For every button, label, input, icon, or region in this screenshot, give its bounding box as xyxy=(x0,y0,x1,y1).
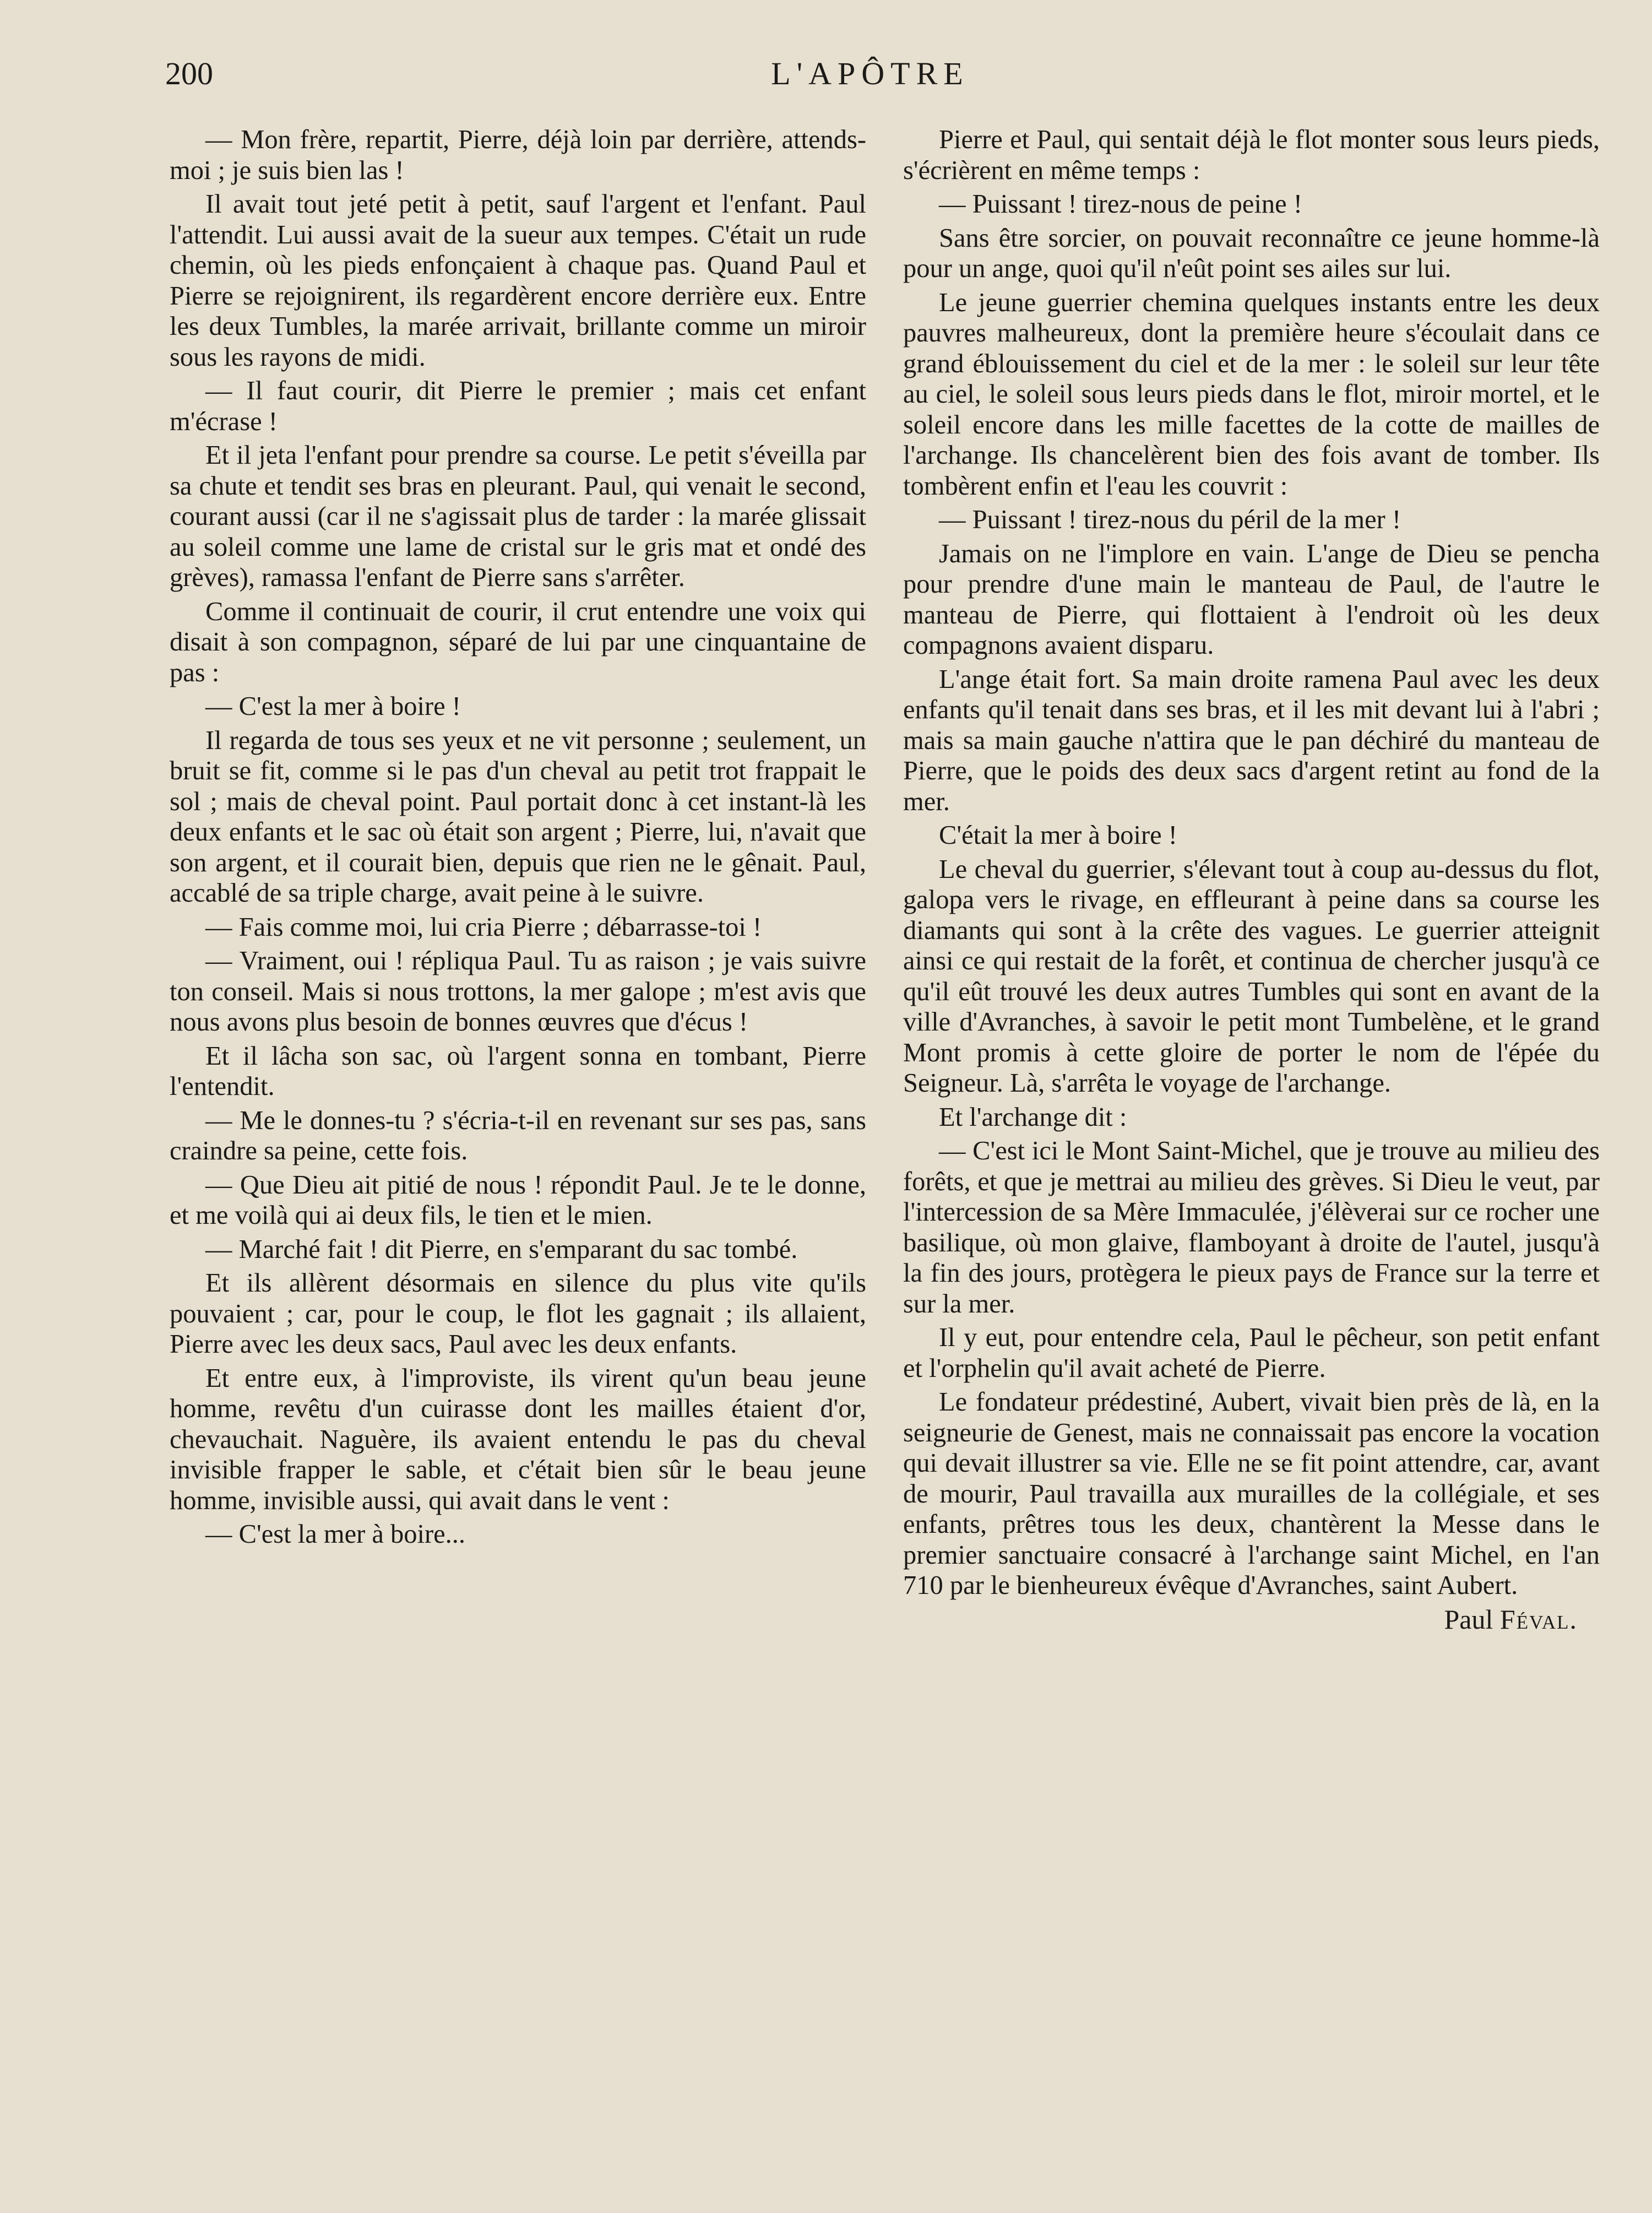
author-signature xyxy=(903,1604,1600,1635)
paragraph: Il regarda de tous ses yeux et ne vit personne ; seulement, un bruit se fit, comme si le pas d'un cheval au petit trot frappait le sol ; mais de cheval point. Paul portait donc à cet instant-là les deux enfants et le sac où était son argent ; Pierre, lui, n'avait que son argent, et il courait bien, depuis que rien ne le gênait. Paul, accablé de sa triple charge, avait peine à le suivre. xyxy=(170,725,866,908)
paragraph: — Fais comme moi, lui cria Pierre ; débarrasse-toi ! xyxy=(205,912,762,942)
paragraph: Pierre et Paul, qui sentait déjà le flot monter sous leurs pieds, s'écrièrent en même temps : xyxy=(903,125,1600,185)
paragraph: Et l'archange dit : xyxy=(939,1102,1127,1132)
paragraph: Il y eut, pour entendre cela, Paul le pêcheur, son petit enfant et l'orphelin qu'il avait acheté de Pierre. xyxy=(903,1323,1600,1383)
paragraph: — C'est ici le Mont Saint-Michel, que je trouve au milieu des forêts, et que je mettrai au milieu des grèves. Si Dieu le veut, par l'intercession de sa Mère Immaculée, j'élèverai sur ce rocher une basilique, où mon glaive, flamboyant à droite de l'autel, jusqu'à la fin des jours, protègera le pieux pays de France sur la terre et sur la mer. xyxy=(903,1136,1600,1319)
paragraph: Comme il continuait de courir, il crut entendre une voix qui disait à son compagnon, séparé de lui par une cinquantaine de pas : xyxy=(170,596,866,687)
author-last-name: Féval. xyxy=(1499,1603,1578,1635)
paragraph: — C'est la mer à boire ! xyxy=(205,692,461,721)
paragraph: — Puissant ! tirez-nous de peine ! xyxy=(939,189,1302,219)
paragraph: Il avait tout jeté petit à petit, sauf l'argent et l'enfant. Paul l'attendit. Lui aussi avait de la sueur aux tempes. C'était un rude chemin, où les pieds enfonçaient à chaque pas. Quand Paul et Pierre se rejoignirent, ils regardèrent encore derrière eux. Entre les deux Tumbles, la marée arrivait, brillante comme un miroir sous les rayons de midi. xyxy=(170,189,866,372)
paragraph: L'ange était fort. Sa main droite ramena Paul avec les deux enfants qu'il tenait dans ses bras, et il les mit devant lui à l'abri ; mais sa main gauche n'attira que le pan déchiré du manteau de Pierre, que le poids des deux sacs d'argent retint au fond de la mer. xyxy=(903,664,1600,816)
paragraph: — Me le donnes-tu ? s'écria-t-il en revenant sur ses pas, sans craindre sa peine, cette fois. xyxy=(170,1105,866,1165)
paragraph: Et entre eux, à l'improviste, ils virent qu'un beau jeune homme, revêtu d'un cuirasse dont les mailles étaient d'or, chevauchait. Naguère, ils avaient entendu le pas du cheval invisible frapper le sable, et c'était bien sûr le beau jeune homme, invisible aussi, qui avait dans le vent : xyxy=(170,1363,866,1515)
paragraph: — Mon frère, repartit, Pierre, déjà loin par derrière, attends-moi ; je suis bien las ! xyxy=(170,125,866,185)
author-first-name: Paul xyxy=(1444,1603,1493,1635)
paragraph: Et il lâcha son sac, où l'argent sonna en tombant, Pierre l'entendit. xyxy=(170,1041,866,1101)
paragraph: — Il faut courir, dit Pierre le premier ; mais cet enfant m'écrase ! xyxy=(170,376,866,436)
paragraph: Le jeune guerrier chemina quelques instants entre les deux pauvres malheureux, dont la première heure s'écoulait dans ce grand éblouissement du ciel et de la mer : le soleil sur leur tête au ciel, le soleil sous leurs pieds dans le flot, miroir mortel, et le soleil encore dans les mille facettes de la cotte de mailles de l'archange. Ils chancelèrent bien des fois avant de tomber. Ils tombèrent enfin et l'eau les couvrit : xyxy=(903,288,1600,501)
paragraph: Et ils allèrent désormais en silence du plus vite qu'ils pouvaient ; car, pour le coup, le flot les gagnait ; ils allaient, Pierre avec les deux sacs, Paul avec les deux enfants. xyxy=(170,1268,866,1359)
right-column xyxy=(903,124,1600,1635)
paragraph: — Vraiment, oui ! répliqua Paul. Tu as raison ; je vais suivre ton conseil. Mais si nous trottons, la mer galope ; m'est avis que nous avons plus besoin de bonnes œuvres que d'écus ! xyxy=(170,946,866,1037)
paragraph: Le fondateur prédestiné, Aubert, vivait bien près de là, en la seigneurie de Genest, mais ne connaissait pas encore la vocation qui devait illustrer sa vie. Elle ne se fit point attendre, car, avant de mourir, Paul travailla aux murailles de la collégiale, et ses enfants, prêtres tous les deux, chantèrent la Messe dans le premier sanctuaire consacré à l'archange saint Michel, en l'an 710 par le bienheureux évêque d'Avranches, saint Aubert. xyxy=(903,1387,1600,1600)
paragraph: — Puissant ! tirez-nous du péril de la mer ! xyxy=(939,505,1401,534)
paragraph: C'était la mer à boire ! xyxy=(939,821,1177,850)
paragraph: Le cheval du guerrier, s'élevant tout à coup au-dessus du flot, galopa vers le rivage, en effleurant à peine dans sa course les diamants qui sont à la crête des vagues. Le guerrier atteignit ainsi ce qui restait de la forêt, et continua de chercher jusqu'à ce qu'il eût trouvé les deux autres Tumbles qui sont en avant de la ville d'Avranches, à savoir le petit mont Tumbelène, et le grand Mont promis à cette gloire de porter le nom de l'épée du Seigneur. Là, s'arrêta le voyage de l'archange. xyxy=(903,854,1600,1098)
page-number: 200 xyxy=(165,56,213,91)
paragraph: — Que Dieu ait pitié de nous ! répondit Paul. Je te le donne, et me voilà qui ai deux fils, le tien et le mien. xyxy=(170,1170,866,1230)
right-column-paragraphs xyxy=(903,124,1600,1601)
page-header xyxy=(165,55,1575,94)
running-title: L'APÔTRE xyxy=(771,56,969,91)
paragraph: Et il jeta l'enfant pour prendre sa course. Le petit s'éveilla par sa chute et tendit ses bras en pleurant. Paul, qui venait le second, courant aussi (car il ne s'agissait plus de tarder : la marée glissait au soleil comme une lame de cristal sur le gris mat et ondé des grèves), ramassa l'enfant de Pierre sans s'arrêter. xyxy=(170,441,866,592)
paragraph: — Marché fait ! dit Pierre, en s'emparant du sac tombé. xyxy=(205,1234,798,1264)
paragraph: — C'est la mer à boire... xyxy=(205,1520,466,1549)
left-column xyxy=(170,124,866,1553)
paragraph: Jamais on ne l'implore en vain. L'ange de Dieu se pencha pour prendre d'une main le manteau de Paul, de l'autre le manteau de Pierre, qui flottaient à l'endroit où les deux compagnons avaient disparu. xyxy=(903,539,1600,660)
paragraph: Sans être sorcier, on pouvait reconnaître ce jeune homme-là pour un ange, quoi qu'il n'eût point ses ailes sur lui. xyxy=(903,223,1600,283)
